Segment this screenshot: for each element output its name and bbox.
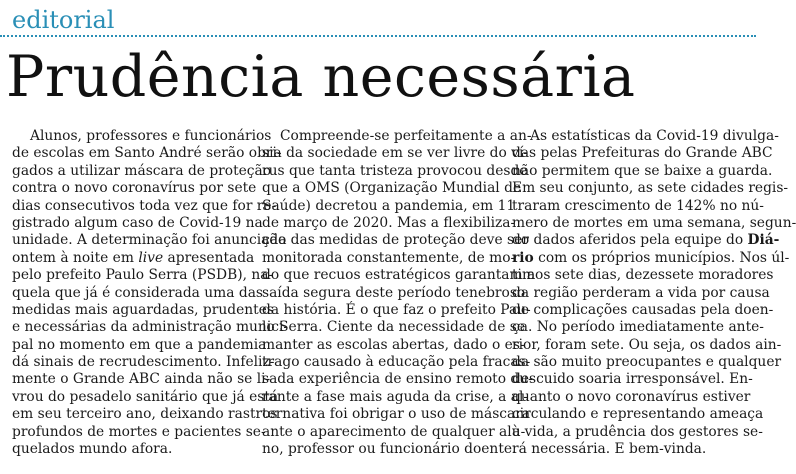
body-text-line: rá necessária. E bem-vinda. bbox=[512, 441, 707, 458]
body-text-line: dias consecutivos toda vez que for re- bbox=[12, 197, 277, 214]
body-text-line: vrou do pesadelo sanitário que já está bbox=[12, 388, 279, 405]
body-text-line: da são muito preocupantes e qualquer bbox=[512, 354, 782, 371]
body-text-line: que a OMS (Organização Mundial de bbox=[262, 180, 522, 197]
text-column-1 bbox=[12, 128, 289, 458]
body-text-line: descuido soaria irresponsável. En- bbox=[512, 371, 753, 388]
body-text-line: rio com os próprios municípios. Nos úl- bbox=[512, 249, 790, 266]
body-text-line: no, professor ou funcionário doente. bbox=[262, 441, 517, 458]
body-text-line: traram crescimento de 142% no nú- bbox=[512, 197, 764, 214]
headline: Prudência necessária bbox=[6, 44, 636, 110]
body-text-line: do dados aferidos pela equipe do Diá- bbox=[512, 232, 780, 249]
body-text-line: rior, foram sete. Ou seja, os dados ain- bbox=[512, 336, 782, 353]
body-text-line: de complicações causadas pela doen- bbox=[512, 301, 774, 318]
body-text-line: Saúde) decretou a pandemia, em 11 bbox=[262, 197, 516, 214]
body-text-line: e necessárias da administração munici- bbox=[12, 319, 289, 336]
body-text-line: mero de mortes em uma semana, segun- bbox=[512, 214, 796, 231]
body-text-line: de março de 2020. Mas a flexibiliza- bbox=[262, 214, 516, 231]
body-text-line: dá sinais de recrudescimento. Infeliz- bbox=[12, 354, 275, 371]
body-text-line: quela que já é considerada uma das bbox=[12, 284, 264, 301]
body-text-line: profundos de mortes e pacientes se- bbox=[12, 423, 266, 440]
body-text-line: contra o novo coronavírus por sete bbox=[12, 180, 257, 197]
body-text-line: pelo prefeito Paulo Serra (PSDB), na- bbox=[12, 267, 274, 284]
body-text-line: da região perderam a vida por causa bbox=[512, 284, 770, 301]
body-text-line: sada experiência de ensino remoto du- bbox=[262, 371, 533, 388]
body-text-line: As estatísticas da Covid-19 divulga- bbox=[530, 128, 779, 144]
body-text-line: trago causado à educação pela fracas- bbox=[262, 354, 531, 371]
body-text-line: em seu terceiro ano, deixando rastros bbox=[12, 406, 278, 423]
body-text-line: ça. No período imediatamente ante- bbox=[512, 319, 764, 336]
body-text-line: Compreende-se perfeitamente a an- bbox=[280, 128, 532, 144]
body-text-line: circulando e representando ameaça bbox=[512, 406, 764, 423]
body-text-line: à vida, a prudência dos gestores se- bbox=[512, 423, 763, 440]
section-label: editorial bbox=[12, 6, 115, 34]
body-text-line: mente o Grande ABC ainda não se li- bbox=[12, 371, 271, 388]
body-text-line: ternativa foi obrigar o uso de máscara bbox=[262, 406, 531, 423]
body-text-line: quanto o novo coronavírus estiver bbox=[512, 388, 751, 405]
body-text-line: manter as escolas abertas, dado o es- bbox=[262, 336, 525, 353]
body-text-line: ção das medidas de proteção deve ser bbox=[262, 232, 529, 249]
body-text-line: Alunos, professores e funcionários bbox=[30, 128, 272, 144]
body-text-line: quelados mundo afora. bbox=[12, 441, 173, 458]
body-text-line: timos sete dias, dezessete moradores bbox=[512, 267, 774, 284]
body-text-line: das pelas Prefeituras do Grande ABC bbox=[512, 145, 773, 162]
section-divider bbox=[0, 35, 756, 37]
body-text-line: Em seu conjunto, as sete cidades regis- bbox=[512, 180, 789, 197]
body-text-line: de escolas em Santo André serão obri- bbox=[12, 145, 282, 162]
body-text-line: medidas mais aguardadas, prudentes bbox=[12, 301, 274, 318]
body-text-line: monitorada constantemente, de mo- bbox=[262, 249, 516, 266]
body-text-line: lo Serra. Ciente da necessidade de se bbox=[262, 319, 526, 336]
body-text-line: rus que tanta tristeza provocou desde bbox=[262, 162, 528, 179]
body-text-line: saída segura deste período tenebroso bbox=[262, 284, 526, 301]
body-text-line: gistrado algum caso de Covid-19 na bbox=[12, 214, 263, 231]
body-text-line: do que recuos estratégicos garantam a bbox=[262, 267, 536, 284]
body-text-line: não permitem que se baixe a guarda. bbox=[512, 162, 773, 179]
body-text-line: ontem à noite em live apresentada bbox=[12, 249, 255, 266]
body-text-line: unidade. A determinação foi anunciada bbox=[12, 232, 287, 249]
text-column-2 bbox=[262, 128, 536, 458]
body-text-line: gados a utilizar máscara de proteção bbox=[12, 162, 272, 179]
body-text-line: rante a fase mais aguda da crise, a al- bbox=[262, 388, 529, 405]
body-text-line: ante o aparecimento de qualquer alu- bbox=[262, 423, 526, 440]
body-text-line: pal no momento em que a pandemia bbox=[12, 336, 267, 353]
body-text-line: da história. É o que faz o prefeito Pau- bbox=[262, 301, 531, 318]
body-text-line: sia da sociedade em se ver livre do ví- bbox=[262, 145, 529, 162]
text-column-3 bbox=[512, 128, 796, 458]
